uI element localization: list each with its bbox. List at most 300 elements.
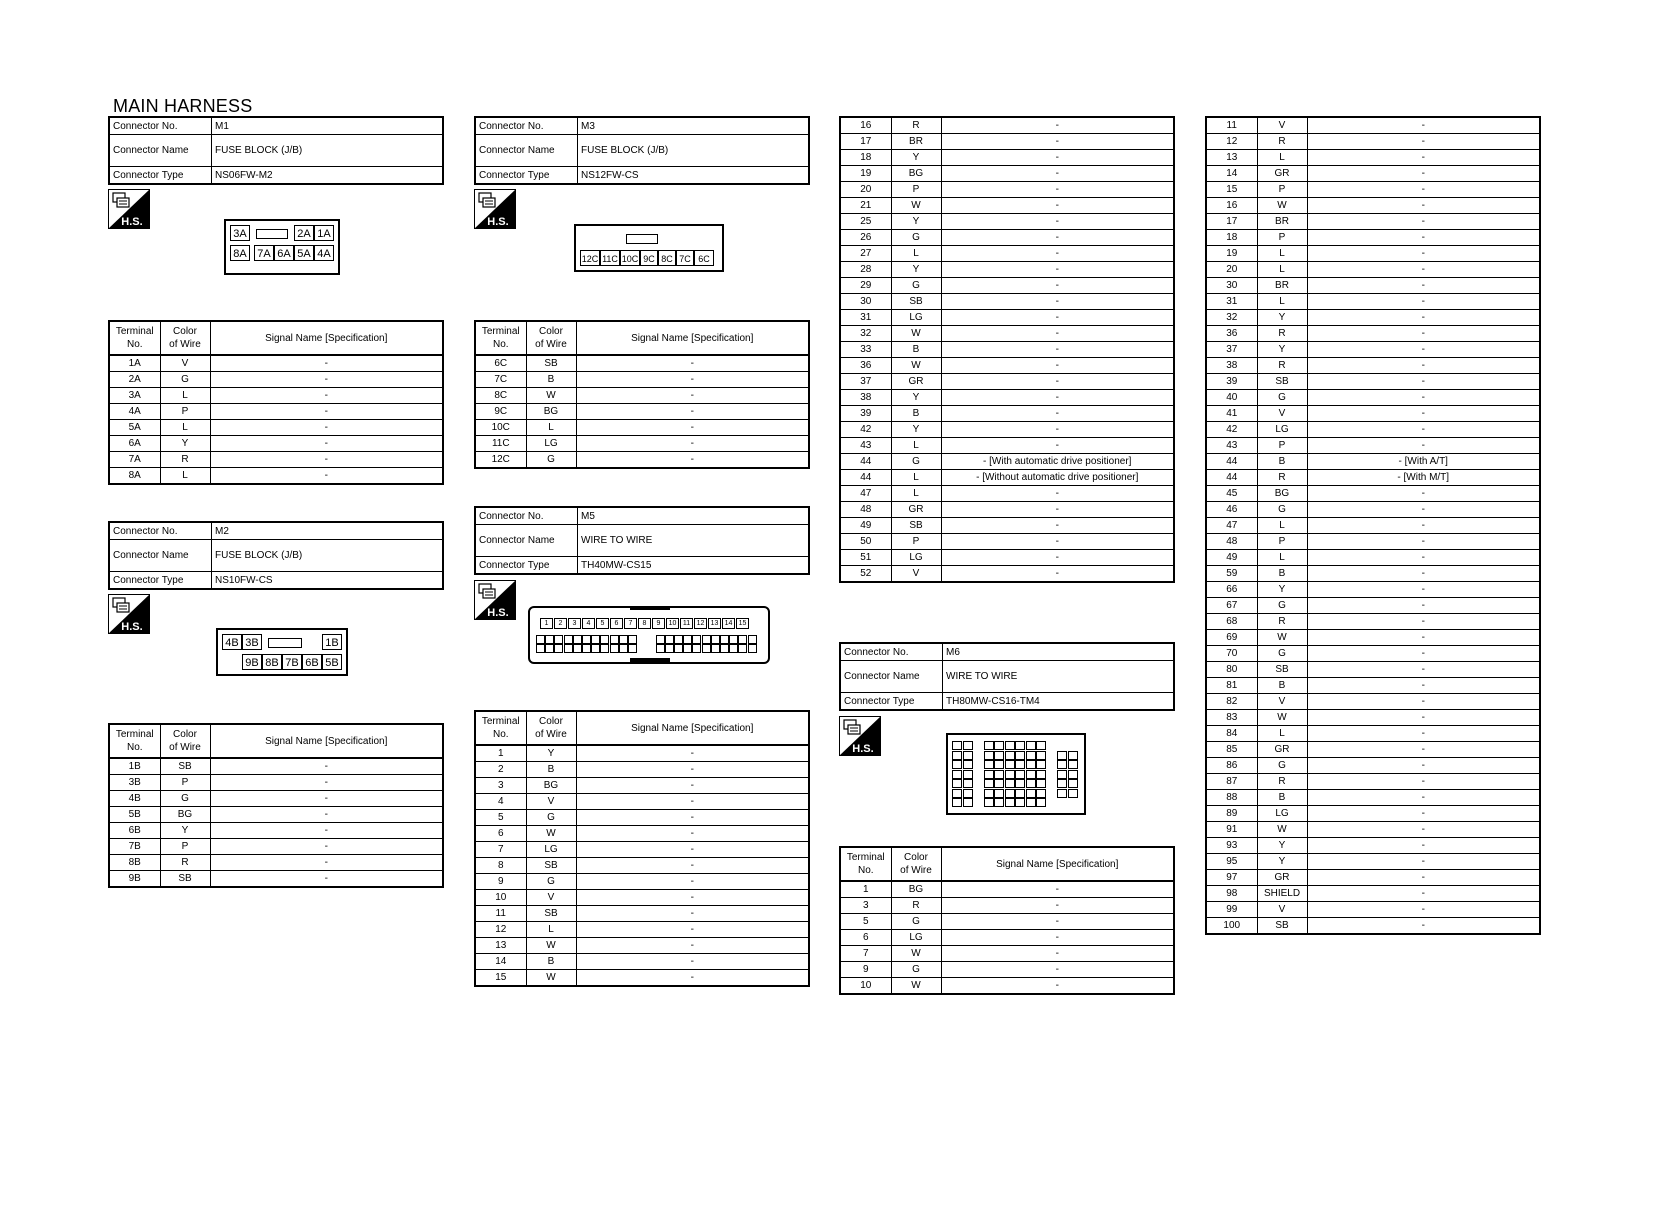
label-connector-name: Connector Name [475, 525, 578, 557]
signal-name: - [1307, 822, 1540, 838]
table-row [475, 794, 809, 810]
label-connector-type: Connector Type [109, 167, 212, 185]
table-row [475, 954, 809, 970]
signal-name: - [1307, 614, 1540, 630]
connector-info-m6 [839, 642, 1175, 711]
wire-color: SHIELD [1257, 886, 1307, 902]
signal-name: - [210, 775, 443, 791]
wire-color: L [891, 486, 941, 502]
pin-table-m6 [839, 846, 1175, 995]
wire-color: R [1257, 470, 1307, 486]
cavity [963, 789, 973, 798]
terminal-no: 68 [1206, 614, 1257, 630]
terminal-no: 3 [840, 898, 891, 914]
header-terminal-no-line: No. [126, 339, 143, 350]
table-row [1206, 486, 1540, 502]
signal-name: - [576, 810, 809, 826]
connector-no-value: M1 [212, 117, 444, 135]
wire-color: L [891, 470, 941, 486]
cavity [674, 644, 683, 653]
terminal-no: 36 [840, 358, 891, 374]
wire-color: L [160, 420, 210, 436]
cavity: 7B [282, 654, 302, 670]
header-terminal-no [109, 724, 160, 758]
signal-name: - [210, 452, 443, 468]
table-row [109, 758, 443, 775]
table-header [475, 711, 809, 745]
cavity [963, 751, 973, 760]
terminal-no: 3 [475, 778, 526, 794]
terminal-no: 67 [1206, 598, 1257, 614]
cavity [994, 770, 1004, 779]
cavity [1026, 760, 1036, 769]
terminal-no: 4 [475, 794, 526, 810]
cavity [600, 635, 609, 644]
signal-name: - [576, 842, 809, 858]
signal-name: - [941, 518, 1174, 534]
wire-color: W [1257, 198, 1307, 214]
terminal-no: 30 [840, 294, 891, 310]
wire-color: Y [891, 422, 941, 438]
cavity [994, 760, 1004, 769]
wire-color: V [1257, 902, 1307, 918]
table-row [1206, 566, 1540, 582]
terminal-no: 47 [1206, 518, 1257, 534]
cavity [738, 644, 747, 653]
signal-name: - [941, 534, 1174, 550]
wire-color: LG [526, 842, 576, 858]
hs-badge-icon [474, 580, 516, 620]
pin-table-m5 [474, 710, 810, 987]
signal-name: - [941, 342, 1174, 358]
table-row [109, 468, 443, 485]
terminal-no: 98 [1206, 886, 1257, 902]
cavity [564, 644, 573, 653]
signal-name: - [941, 278, 1174, 294]
cavity: 7C [676, 250, 694, 266]
table-row [1206, 134, 1540, 150]
table-row [840, 486, 1174, 502]
cavity: 1 [540, 618, 553, 629]
cavity [984, 770, 994, 779]
signal-name: - [1307, 406, 1540, 422]
table-row [840, 182, 1174, 198]
cavity [610, 644, 619, 653]
table-row [840, 342, 1174, 358]
cavity: 2A [294, 225, 314, 241]
table-row [1206, 294, 1540, 310]
signal-name: - [941, 262, 1174, 278]
cavity [1015, 798, 1025, 807]
connector-type-value: TH80MW-CS16-TM4 [943, 693, 1175, 711]
terminal-no: 51 [840, 550, 891, 566]
cavity [591, 644, 600, 653]
table-row [1206, 246, 1540, 262]
cavity [952, 741, 962, 750]
cavity [674, 635, 683, 644]
terminal-no: 100 [1206, 918, 1257, 935]
connector-name-value: FUSE BLOCK (J/B) [212, 135, 444, 167]
signal-name: - [1307, 838, 1540, 854]
wire-color: P [160, 404, 210, 420]
table-row [840, 566, 1174, 583]
terminal-no: 17 [840, 134, 891, 150]
cavity: 11C [600, 250, 620, 266]
header-signal-name: Signal Name [Specification] [576, 711, 809, 745]
terminal-no: 13 [1206, 150, 1257, 166]
table-row [475, 810, 809, 826]
signal-name: - [576, 938, 809, 954]
terminal-no: 39 [840, 406, 891, 422]
cavity [1005, 770, 1015, 779]
header-terminal-no-line: Terminal [115, 326, 154, 337]
table-row [1206, 806, 1540, 822]
wire-color: G [891, 914, 941, 930]
cavity [545, 635, 554, 644]
terminal-no: 19 [840, 166, 891, 182]
signal-name: - [576, 355, 809, 372]
signal-name: - [941, 406, 1174, 422]
wire-color: Y [891, 262, 941, 278]
terminal-no: 5 [840, 914, 891, 930]
table-row [1206, 182, 1540, 198]
signal-name: - [1307, 566, 1540, 582]
wire-color: P [1257, 182, 1307, 198]
latch-key [626, 234, 658, 244]
signal-name: - [1307, 486, 1540, 502]
terminal-no: 9 [475, 874, 526, 890]
table-row [1206, 310, 1540, 326]
label-connector-no: Connector No. [475, 507, 578, 525]
table-row [475, 890, 809, 906]
wire-color: W [891, 358, 941, 374]
wire-color: G [160, 791, 210, 807]
cavity: 7A [254, 245, 274, 261]
signal-name: - [210, 807, 443, 823]
cavity [692, 635, 701, 644]
terminal-no: 11 [1206, 117, 1257, 134]
latch-top [630, 606, 670, 610]
wire-color: L [160, 468, 210, 485]
terminal-no: 6B [109, 823, 160, 839]
signal-name: - [576, 436, 809, 452]
cavity [1026, 770, 1036, 779]
terminal-no: 12C [475, 452, 526, 469]
connector-name-value: FUSE BLOCK (J/B) [578, 135, 810, 167]
cavity [1068, 760, 1078, 769]
wire-color: Y [1257, 854, 1307, 870]
terminal-no: 3B [109, 775, 160, 791]
terminal-no: 33 [840, 342, 891, 358]
wire-color: B [526, 762, 576, 778]
table-row [1206, 230, 1540, 246]
signal-name: - [941, 310, 1174, 326]
wire-color: P [1257, 438, 1307, 454]
label-connector-no: Connector No. [475, 117, 578, 135]
wire-color: SB [1257, 918, 1307, 935]
wire-color: SB [1257, 374, 1307, 390]
signal-name: - [1307, 518, 1540, 534]
terminal-no: 89 [1206, 806, 1257, 822]
signal-name: - [941, 230, 1174, 246]
cavity: 9 [652, 618, 665, 629]
signal-name: - [1307, 278, 1540, 294]
terminal-no: 15 [1206, 182, 1257, 198]
header-terminal-no-line: No. [126, 742, 143, 753]
label-connector-name: Connector Name [109, 135, 212, 167]
terminal-no: 80 [1206, 662, 1257, 678]
connector-info-m2 [108, 521, 444, 590]
wire-color: BG [1257, 486, 1307, 502]
cavity [573, 644, 582, 653]
cavity [711, 644, 720, 653]
wire-color: SB [1257, 662, 1307, 678]
wire-color: W [891, 326, 941, 342]
signal-name: - [Without automatic drive positioner] [941, 470, 1174, 486]
label-connector-type: Connector Type [475, 557, 578, 575]
terminal-no: 44 [840, 470, 891, 486]
cavity [1057, 760, 1067, 769]
table-row [109, 404, 443, 420]
header-color-of-wire-line: of Wire [169, 742, 201, 753]
cavity [1036, 760, 1046, 769]
header-color-of-wire [526, 711, 576, 745]
terminal-no: 48 [1206, 534, 1257, 550]
table-row [1206, 726, 1540, 742]
connector-type-value: NS12FW-CS [578, 167, 810, 185]
table-row [475, 842, 809, 858]
cavity [1005, 779, 1015, 788]
signal-name: - [576, 954, 809, 970]
table-row [840, 914, 1174, 930]
cavity [984, 798, 994, 807]
signal-name: - [1307, 374, 1540, 390]
wire-color: Y [891, 150, 941, 166]
pin-table-m2 [108, 723, 444, 888]
table-row [840, 278, 1174, 294]
wire-color: G [1257, 598, 1307, 614]
wire-color: B [1257, 454, 1307, 470]
table-row [1206, 870, 1540, 886]
signal-name: - [941, 930, 1174, 946]
table-row [840, 374, 1174, 390]
pin-table-m3 [474, 320, 810, 469]
cavity [994, 741, 1004, 750]
table-row [1206, 902, 1540, 918]
wire-color: L [160, 388, 210, 404]
cavity: 13 [708, 618, 721, 629]
wire-color: B [891, 342, 941, 358]
cavity: 2 [554, 618, 567, 629]
cavity [1036, 741, 1046, 750]
signal-name: - [1307, 198, 1540, 214]
table-row [1206, 790, 1540, 806]
terminal-no: 1 [840, 881, 891, 898]
table-row [840, 550, 1174, 566]
cavity [1068, 751, 1078, 760]
signal-name: - [576, 388, 809, 404]
table-row [840, 246, 1174, 262]
header-signal-name: Signal Name [Specification] [210, 724, 443, 758]
terminal-no: 85 [1206, 742, 1257, 758]
signal-name: - [210, 855, 443, 871]
terminal-no: 17 [1206, 214, 1257, 230]
cavity [963, 770, 973, 779]
signal-name: - [576, 452, 809, 469]
table-row [840, 518, 1174, 534]
terminal-no: 6 [475, 826, 526, 842]
wire-color: Y [891, 390, 941, 406]
terminal-no: 37 [840, 374, 891, 390]
cavity [729, 635, 738, 644]
signal-name: - [1307, 150, 1540, 166]
table-row [475, 452, 809, 469]
table-row [1206, 342, 1540, 358]
table-row [1206, 774, 1540, 790]
wire-color: W [526, 970, 576, 987]
wire-color: G [1257, 758, 1307, 774]
cavity: 9C [640, 250, 658, 266]
signal-name: - [210, 871, 443, 888]
cavity: 6 [610, 618, 623, 629]
cavity [692, 644, 701, 653]
table-row [109, 871, 443, 888]
header-terminal-no-line: Terminal [481, 716, 520, 727]
wire-color: V [526, 794, 576, 810]
terminal-no: 38 [840, 390, 891, 406]
cavity [738, 635, 747, 644]
terminal-no: 5A [109, 420, 160, 436]
cavity [711, 635, 720, 644]
cavity: 3B [242, 634, 262, 650]
header-color-of-wire-line: of Wire [900, 865, 932, 876]
header-signal-name: Signal Name [Specification] [210, 321, 443, 355]
table-row [840, 198, 1174, 214]
signal-name: - [210, 372, 443, 388]
terminal-no: 93 [1206, 838, 1257, 854]
signal-name: - [210, 404, 443, 420]
terminal-no: 42 [1206, 422, 1257, 438]
wire-color: G [160, 372, 210, 388]
wire-color: BG [526, 778, 576, 794]
terminal-no: 19 [1206, 246, 1257, 262]
signal-name: - [1307, 246, 1540, 262]
cavity [1036, 789, 1046, 798]
terminal-no: 10 [840, 978, 891, 995]
terminal-no: 14 [1206, 166, 1257, 182]
wire-color: L [1257, 294, 1307, 310]
cavity [994, 798, 1004, 807]
header-terminal-no-line: Terminal [115, 729, 154, 740]
cavity [545, 644, 554, 653]
table-row [475, 906, 809, 922]
cavity: 5B [322, 654, 342, 670]
signal-name: - [576, 745, 809, 762]
table-row [1206, 886, 1540, 902]
terminal-no: 43 [1206, 438, 1257, 454]
cavity [536, 644, 545, 653]
terminal-no: 1B [109, 758, 160, 775]
table-row [1206, 502, 1540, 518]
wire-color: R [891, 898, 941, 914]
table-row [475, 922, 809, 938]
wire-color: BR [1257, 278, 1307, 294]
header-color-of-wire-line: of Wire [169, 339, 201, 350]
cavity: 9B [242, 654, 262, 670]
cavity [963, 798, 973, 807]
cavity [702, 644, 711, 653]
table-row [840, 262, 1174, 278]
label-connector-type: Connector Type [840, 693, 943, 711]
terminal-no: 16 [1206, 198, 1257, 214]
table-row [840, 230, 1174, 246]
table-row [109, 775, 443, 791]
signal-name: - [210, 839, 443, 855]
table-row [1206, 918, 1540, 935]
label-connector-no: Connector No. [109, 522, 212, 540]
connector-no-value: M2 [212, 522, 444, 540]
connector-info-m5 [474, 506, 810, 575]
signal-name: - [576, 420, 809, 436]
hs-badge-label: H.S. [121, 621, 143, 633]
terminal-no: 1 [475, 745, 526, 762]
signal-name: - [941, 294, 1174, 310]
hs-badge-label: H.S. [852, 743, 874, 755]
wire-color: BG [891, 166, 941, 182]
cavity: 10 [666, 618, 679, 629]
terminal-no: 7 [475, 842, 526, 858]
cavity: 1A [314, 225, 334, 241]
cavity [1036, 770, 1046, 779]
table-row [475, 938, 809, 954]
signal-name: - [1307, 710, 1540, 726]
cavity [984, 741, 994, 750]
wire-color: V [160, 355, 210, 372]
cavity [952, 751, 962, 760]
header-color-of-wire [891, 847, 941, 881]
header-terminal-no-line: Terminal [846, 852, 885, 863]
table-row [840, 534, 1174, 550]
signal-name: - [1307, 214, 1540, 230]
wire-color: L [1257, 150, 1307, 166]
wire-color: G [1257, 646, 1307, 662]
table-row [840, 881, 1174, 898]
cavity [994, 751, 1004, 760]
table-row [1206, 646, 1540, 662]
wire-color: BG [526, 404, 576, 420]
cavity [984, 751, 994, 760]
signal-name: - [1307, 678, 1540, 694]
terminal-no: 5B [109, 807, 160, 823]
header-color-of-wire-line: of Wire [535, 729, 567, 740]
cavity [1015, 760, 1025, 769]
cavity: 12 [694, 618, 707, 629]
cavity: 3 [568, 618, 581, 629]
header-color-of-wire-line: Color [173, 729, 197, 740]
wire-color: Y [160, 436, 210, 452]
table-row [109, 420, 443, 436]
terminal-no: 59 [1206, 566, 1257, 582]
hs-badge-icon [108, 189, 150, 229]
wire-color: L [526, 922, 576, 938]
signal-name: - [576, 794, 809, 810]
cavity [1026, 789, 1036, 798]
cavity [702, 635, 711, 644]
terminal-no: 95 [1206, 854, 1257, 870]
signal-name: - [1307, 342, 1540, 358]
terminal-no: 49 [1206, 550, 1257, 566]
wire-color: V [891, 566, 941, 583]
